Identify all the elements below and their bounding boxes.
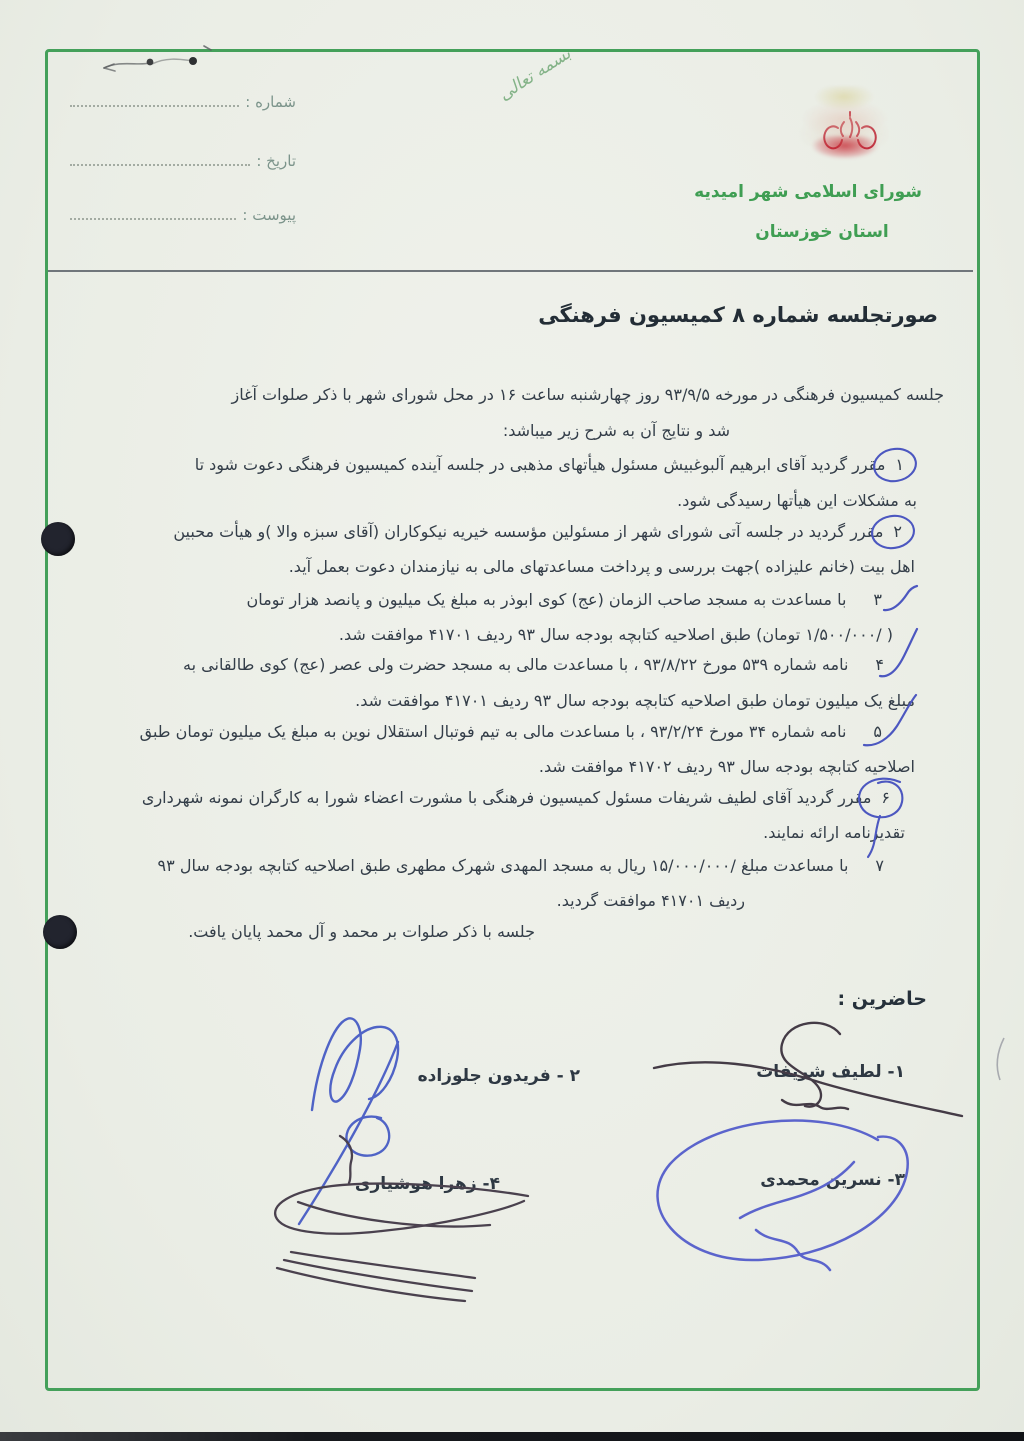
margin-pen-mark — [997, 1038, 1004, 1080]
item-number: ۴ — [875, 655, 884, 674]
number-dotted-line — [70, 93, 239, 107]
intro-line: جلسه کمیسیون فرهنگی در مورخه ۹۳/۹/۵ روز چهارشنبه ساعت ۱۶ در محل شورای شهر با ذکر صلوات آغاز — [231, 385, 944, 404]
item-line: به مشکلات این هیأتها رسیدگی شود. — [677, 491, 917, 510]
organization-province: استان خوزستان — [755, 222, 889, 242]
field-row-date — [70, 152, 296, 170]
item-line: تقدیرنامه ارائه نمایند. — [763, 823, 905, 842]
item-number: ۷ — [875, 856, 884, 875]
item-number: ۶ — [881, 788, 890, 807]
item-line — [140, 719, 882, 745]
attendee-name: ۱- لطیف شریفات — [756, 1062, 905, 1082]
number-label: شماره : — [245, 93, 296, 111]
item-line — [158, 853, 884, 879]
closing-line: جلسه با ذکر صلوات بر محمد و آل محمد پایان یافت. — [188, 922, 535, 941]
item-line: اصلاحیه کتابچه بودجه سال ۹۳ ردیف ۴۱۷۰۲ موافقت شد. — [538, 757, 915, 776]
item-text: نامه شماره ۳۴ مورخ ۹۳/۲/۲۴ ، با مساعدت مالی به تیم فوتبال استقلال نوین به مبلغ یک میلیون تومان طبق — [139, 722, 847, 741]
attendee-name: ۴- زهرا هوشیاری — [354, 1174, 500, 1194]
item-line: اهل بیت (خانم علیزاده )جهت بررسی و پرداخت مساعدتهای مالی به نیازمندان دعوت بعمل آید. — [288, 557, 915, 576]
item-line: مبلغ یک میلیون تومان طبق اصلاحیه کتابچه بودجه سال ۹۳ ردیف ۴۱۷۰۱ موافقت شد. — [355, 691, 915, 710]
item-line: ( /۱/۵۰۰/۰۰۰ تومان) طبق اصلاحیه کتابچه بودجه سال ۹۳ ردیف ۴۱۷۰۱ موافقت شد. — [338, 625, 893, 644]
punch-hole — [41, 522, 75, 556]
item-number: ۱ — [895, 455, 904, 474]
field-row-attachment — [70, 206, 296, 224]
date-dotted-line — [70, 152, 250, 166]
emblem-red-stamp-smudge — [802, 136, 888, 164]
attendees-heading: حاضرین : — [837, 988, 927, 1010]
item-number: ۳ — [873, 590, 882, 609]
item-line — [195, 452, 904, 478]
item-text: مقرر گردید آقای لطیف شریفات مسئول کمیسیون فرهنگی با مشورت اعضاء شورا به کارگران نمونه شهرداری — [141, 788, 872, 807]
header-separator-line — [48, 270, 973, 272]
item-line — [173, 519, 902, 545]
item-line — [183, 652, 884, 678]
intro-line: شد و نتایج آن به شرح زیر میباشد: — [502, 421, 730, 440]
item-line: ردیف ۴۱۷۰۱ موافقت گردید. — [556, 891, 745, 910]
field-row-number — [70, 93, 296, 111]
item-number: ۲ — [893, 522, 902, 541]
punch-hole — [43, 915, 77, 949]
bismillah-calligraphy: بسمه تعالی — [495, 43, 575, 105]
item-text: مقرر گردید در جلسه آتی شورای شهر از مسئولین مؤسسه خیریه نیکوکاران (آقای سبزه والا )و هیأت محبین — [173, 522, 884, 541]
attachment-dotted-line — [70, 206, 236, 220]
attendee-name: ۲ - فریدون جلوزاده — [417, 1066, 580, 1086]
item-text: با مساعدت به مسجد صاحب الزمان (عج) کوی ابوذر به مبلغ یک میلیون و پانصد هزار تومان — [246, 590, 847, 609]
item-text: با مساعدت مبلغ /۱۵/۰۰۰/۰۰۰ ریال به مسجد المهدی شهرک مطهری طبق اصلاحیه کتابچه بودجه سال ۹۳ — [157, 856, 849, 875]
item-line — [142, 785, 890, 811]
document-title: صورتجلسه شماره ۸ کمیسیون فرهنگی — [538, 303, 938, 327]
iran-emblem-logo — [778, 86, 910, 170]
scan-edge-shadow — [0, 1432, 1024, 1441]
item-line — [247, 587, 883, 613]
organization-name: شورای اسلامی شهر امیدیه — [694, 182, 922, 202]
item-text: مقرر گردید آقای ابرهیم آلبوغبیش مسئول هیأتهای مذهبی در جلسه آینده کمیسیون فرهنگی دعوت شود تا — [194, 455, 886, 474]
attendee-name: ۳- نسرین محمدی — [760, 1170, 905, 1190]
item-text: نامه شماره ۵۳۹ مورخ ۹۳/۸/۲۲ ، با مساعدت مالی به مسجد حضرت ولی عصر (عج) کوی طالقانی به — [183, 655, 849, 674]
item-number: ۵ — [873, 722, 882, 741]
attachment-label: پیوست : — [242, 206, 296, 224]
date-label: تاریخ : — [256, 152, 296, 170]
